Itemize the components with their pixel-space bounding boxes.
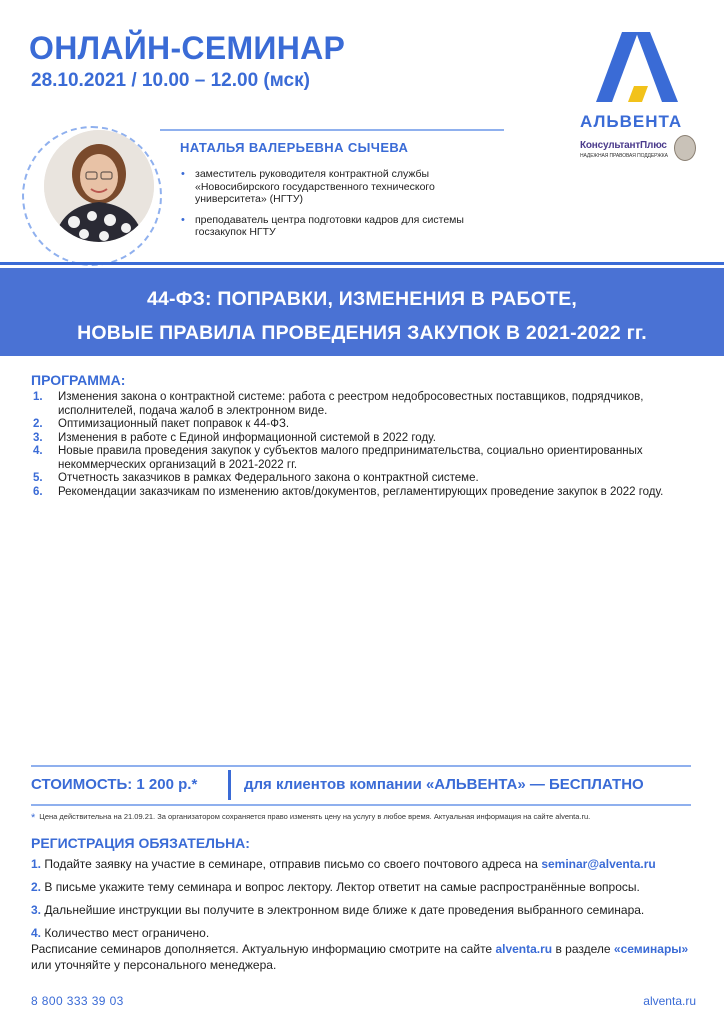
registration-item-number: 1. xyxy=(31,857,42,871)
speaker-role: • заместитель руководителя контрактной службы «Новосибирского государственного технического университета» (НГТУ) xyxy=(180,168,500,206)
program-item-text: Оптимизационный пакет поправок к 44-ФЗ. xyxy=(58,418,290,430)
speaker-roles xyxy=(180,168,500,247)
alventa-logo xyxy=(572,30,702,130)
seminar-title: ОНЛАЙН-СЕМИНАР xyxy=(29,30,346,66)
consultant-plus-tagline: НАДЕЖНАЯ ПРАВОВАЯ ПОДДЕРЖКА xyxy=(580,153,668,159)
program-item-text: Новые правила проведения закупок у субъектов малого предпринимательства, социально ориентированных некоммерческих организаций в 2021-2022 гг. xyxy=(58,445,643,471)
alventa-logo-icon xyxy=(592,30,682,106)
speaker-divider-top xyxy=(160,129,504,131)
speaker-name: НАТАЛЬЯ ВАЛЕРЬЕВНА СЫЧЕВА xyxy=(180,140,409,155)
consultant-plus-name: КонсультантПлюс xyxy=(580,140,667,151)
program-item-text: Изменения в работе с Единой информационной системой в 2022 году. xyxy=(58,431,436,444)
schedule-text: Расписание семинаров дополняется. Актуальную информацию смотрите на сайте xyxy=(31,942,496,956)
program-item-number: 2. xyxy=(33,418,43,430)
program-item xyxy=(33,472,693,486)
consultant-plus-logo xyxy=(580,138,698,166)
speaker-photo xyxy=(44,130,154,242)
contact-phone[interactable]: 8 800 333 39 03 xyxy=(31,994,124,1008)
program-item xyxy=(33,432,693,446)
footnote-mark: * xyxy=(31,812,36,824)
alventa-logo-name: АЛЬВЕНТА xyxy=(580,112,683,131)
speaker-portrait-icon xyxy=(44,130,154,242)
footnote-text: Цена действительна на 21.09.21. За организатором сохраняется право изменять цену на услугу в любое время. Актуальная информация на сайте alventa.ru. xyxy=(39,812,591,821)
program-item xyxy=(33,486,693,500)
price-label: СТОИМОСТЬ: 1 200 р.* xyxy=(31,776,198,793)
registration-item-text: В письме укажите тему семинара и вопрос лектору. Лектор ответит на самые распространённые вопросы. xyxy=(41,880,640,894)
registration-item-text: Дальнейшие инструкции вы получите в электронном виде ближе к дате проведения выбранного семинара. xyxy=(41,903,645,917)
mascot-icon xyxy=(674,135,696,161)
schedule-note xyxy=(31,941,701,973)
registration-list xyxy=(31,857,701,949)
registration-item xyxy=(31,880,701,894)
program-item-number: 1. xyxy=(33,391,43,403)
cost-divider-top xyxy=(31,765,691,767)
registration-item xyxy=(31,857,701,871)
topic-banner xyxy=(0,268,724,356)
registration-item-number: 3. xyxy=(31,903,42,917)
free-for-clients-label: для клиентов компании «АЛЬВЕНТА» — БЕСПЛАТНО xyxy=(244,776,644,793)
cost-separator xyxy=(228,770,231,800)
registration-item xyxy=(31,926,701,940)
program-item xyxy=(33,418,693,432)
registration-item-text: Количество мест ограничено. xyxy=(41,926,210,940)
program-item-number: 3. xyxy=(33,431,43,444)
program-item-number: 4. xyxy=(33,445,43,457)
program-heading: ПРОГРАММА: xyxy=(31,372,126,388)
seminars-section-link[interactable]: «семинары» xyxy=(613,942,689,956)
registration-item-number: 4. xyxy=(31,926,42,940)
banner-line-1: 44-ФЗ: ПОПРАВКИ, ИЗМЕНЕНИЯ В РАБОТЕ, xyxy=(146,288,578,310)
program-item-number: 5. xyxy=(33,472,43,484)
site-link[interactable]: alventa.ru xyxy=(495,942,553,956)
schedule-text: или уточняйте у персонального менеджера. xyxy=(31,958,277,972)
program-item-text: Отчетность заказчиков в рамках Федерального закона о контрактной системе. xyxy=(58,472,479,484)
program-item xyxy=(33,445,693,472)
registration-item-text: Подайте заявку на участие в семинаре, отправив письмо со своего почтового адреса на xyxy=(41,857,542,871)
seminar-email-link[interactable]: seminar@alventa.ru xyxy=(541,857,656,871)
banner-line-2: НОВЫЕ ПРАВИЛА ПРОВЕДЕНИЯ ЗАКУПОК В 2021-2022 гг. xyxy=(77,322,647,344)
price-footnote xyxy=(31,812,590,824)
registration-heading: РЕГИСТРАЦИЯ ОБЯЗАТЕЛЬНА: xyxy=(31,835,250,851)
footer-site-link[interactable]: alventa.ru xyxy=(643,994,696,1008)
program-item-text: Рекомендации заказчикам по изменению актов/документов, регламентирующих проведение закупок в 2022 году. xyxy=(58,485,664,498)
program-item-text: Изменения закона о контрактной системе: работа с реестром недобросовестных поставщиков, подрядчиков, исполнителей, подача жалоб в электронном виде. xyxy=(58,391,644,417)
program-item-number: 6. xyxy=(33,485,43,498)
registration-item-number: 2. xyxy=(31,880,42,894)
banner-top-stripe xyxy=(0,262,724,265)
schedule-text: в разделе xyxy=(552,942,614,956)
speaker-role: • преподаватель центра подготовки кадров для системы госзакупок НГТУ xyxy=(180,214,500,239)
program-list xyxy=(33,391,693,499)
registration-item xyxy=(31,903,701,917)
seminar-date: 28.10.2021 / 10.00 – 12.00 (мск) xyxy=(31,70,310,91)
cost-divider-bottom xyxy=(31,804,691,806)
program-item xyxy=(33,391,693,418)
